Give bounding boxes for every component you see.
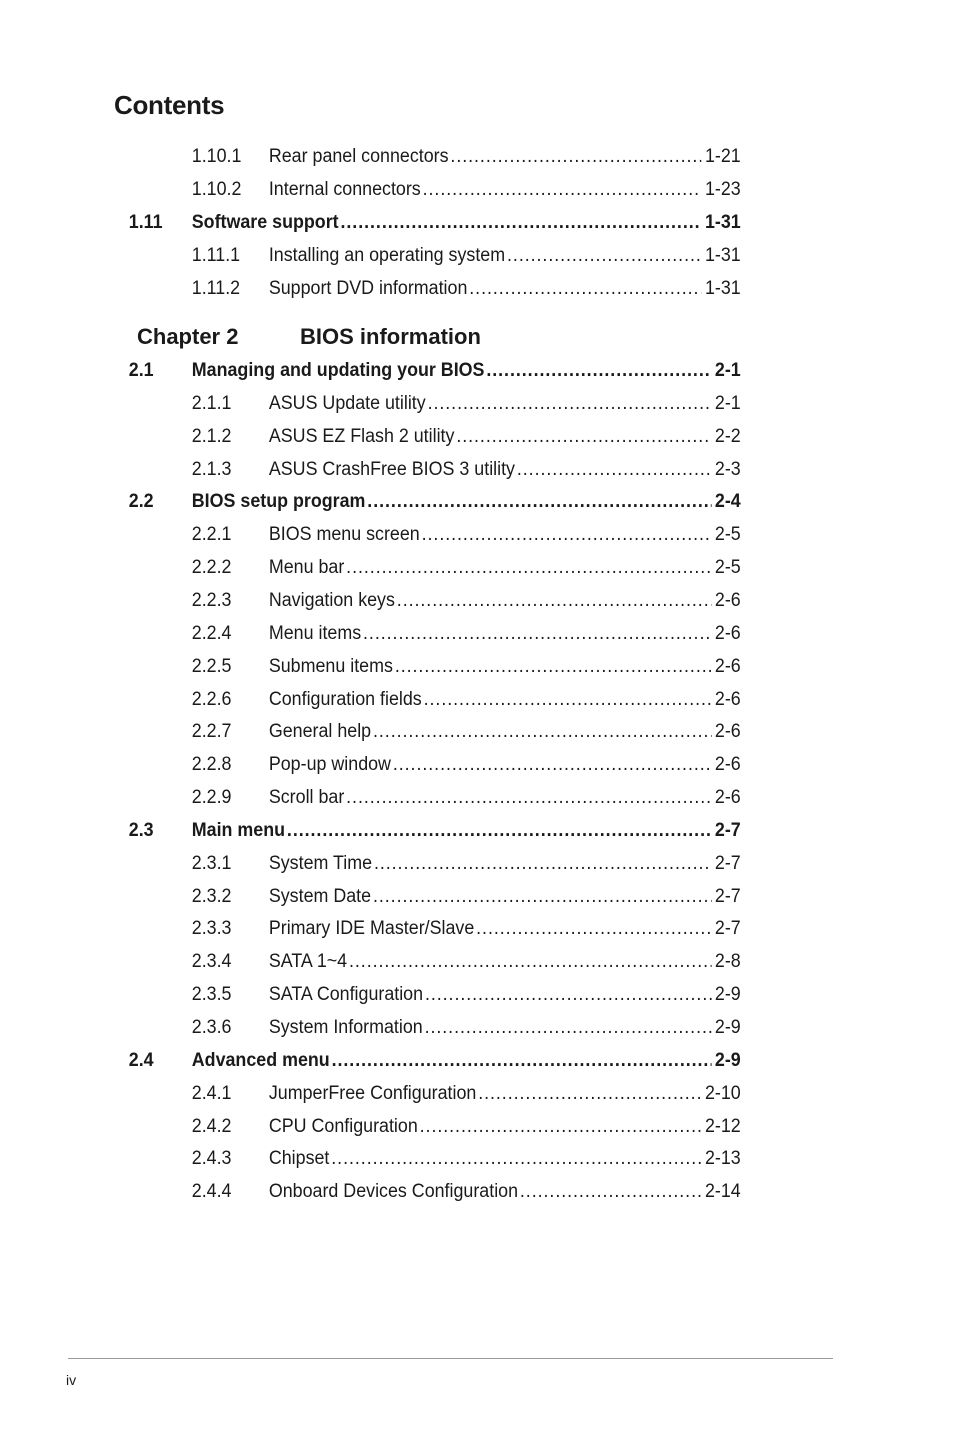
entry-page-number: 2-10 <box>704 1082 741 1104</box>
entry-title: System Information <box>268 1017 423 1038</box>
entry-page-number: 2-6 <box>714 622 741 644</box>
entry-title: Menu bar <box>268 557 345 579</box>
toc-subsection-entry[interactable] <box>0 687 897 713</box>
entry-title: System Date <box>268 885 372 907</box>
entry-number: 2.2.4 <box>191 622 232 644</box>
entry-number: 2.3.6 <box>191 1017 232 1038</box>
entry-leader-line <box>269 522 741 548</box>
entry-leader-line <box>269 1081 741 1107</box>
entry-number: 2.1.1 <box>191 392 232 414</box>
toc-subsection-entry[interactable] <box>0 457 897 483</box>
entry-leader-line <box>269 555 741 581</box>
entry-leader-line <box>269 785 741 811</box>
toc-subsection-entry[interactable] <box>0 1146 897 1172</box>
toc-subsection-entry[interactable] <box>0 177 897 203</box>
entry-page-number: 2-5 <box>714 524 741 546</box>
toc-subsection-entry[interactable] <box>0 1015 897 1041</box>
dot-leader <box>346 785 711 811</box>
dot-leader <box>363 621 711 647</box>
entry-leader-line <box>269 1114 741 1140</box>
entry-page-number: 2-9 <box>714 1017 741 1038</box>
entry-number: 1.11.2 <box>191 278 241 299</box>
entry-leader-line <box>269 654 741 680</box>
toc-subsection-entry[interactable] <box>0 654 897 680</box>
toc-section-entry[interactable] <box>0 210 897 236</box>
entry-page-number: 1-21 <box>704 146 741 167</box>
toc-subsection-entry[interactable] <box>0 851 897 877</box>
entry-page-number: 2-6 <box>714 589 741 611</box>
entry-number: 2.3 <box>128 819 154 841</box>
entry-page-number: 1-31 <box>704 278 741 299</box>
entry-number: 2.2 <box>128 491 154 513</box>
toc-subsection-entry[interactable] <box>0 424 897 450</box>
entry-page-number: 1-31 <box>704 212 741 233</box>
entry-title: Pop-up window <box>268 754 391 776</box>
dot-leader <box>424 687 712 713</box>
entry-page-number: 2-3 <box>714 458 741 480</box>
entry-title: ASUS Update utility <box>268 392 426 414</box>
entry-leader-line <box>269 144 741 170</box>
entry-title: General help <box>268 721 372 743</box>
toc-subsection-entry[interactable] <box>0 719 897 745</box>
entry-number: 1.11.1 <box>191 245 241 266</box>
entry-leader-line <box>269 243 741 269</box>
entry-leader-line <box>269 588 741 614</box>
dot-leader <box>341 210 702 236</box>
entry-page-number: 2-12 <box>704 1115 741 1137</box>
toc-subsection-entry[interactable] <box>0 243 897 269</box>
entry-leader-line <box>269 391 741 417</box>
entry-leader-line <box>269 1146 741 1172</box>
entry-title: Configuration fields <box>268 688 422 710</box>
entry-title: BIOS setup program <box>191 491 366 513</box>
dot-leader <box>507 243 701 269</box>
entry-page-number: 2-2 <box>714 425 741 447</box>
chapter-label: Chapter 2 <box>137 324 239 349</box>
entry-title: Advanced menu <box>191 1049 330 1071</box>
entry-leader-line <box>192 358 741 384</box>
dot-leader <box>486 358 711 384</box>
dot-leader <box>374 851 711 877</box>
entry-title: Main menu <box>191 819 286 841</box>
toc-subsection-entry[interactable] <box>0 1081 897 1107</box>
toc-subsection-entry[interactable] <box>0 391 897 417</box>
entry-number: 1.10.1 <box>191 146 242 167</box>
entry-leader-line <box>269 1179 741 1205</box>
dot-leader <box>287 818 711 844</box>
footer-page-number: iv <box>66 1372 77 1388</box>
dot-leader <box>420 1114 702 1140</box>
dot-leader <box>422 522 712 548</box>
entry-page-number: 2-9 <box>714 1049 741 1071</box>
entry-page-number: 2-13 <box>704 1148 741 1170</box>
toc-subsection-entry[interactable] <box>0 884 897 910</box>
toc-subsection-entry[interactable] <box>0 916 897 942</box>
toc-subsection-entry[interactable] <box>0 1179 897 1205</box>
entry-number: 2.2.7 <box>191 721 232 743</box>
page-title: Contents <box>114 90 225 120</box>
entry-leader-line <box>269 687 741 713</box>
entry-leader-line <box>269 719 741 745</box>
toc-subsection-entry[interactable] <box>0 949 897 975</box>
dot-leader <box>395 654 711 680</box>
entry-leader-line <box>269 752 741 778</box>
entry-page-number: 2-7 <box>714 819 741 841</box>
toc-subsection-entry[interactable] <box>0 276 897 302</box>
toc-subsection-entry[interactable] <box>0 621 897 647</box>
entry-page-number: 2-14 <box>704 1181 741 1203</box>
dot-leader <box>517 457 711 483</box>
entry-title: Internal connectors <box>268 179 421 200</box>
dot-leader <box>456 424 711 450</box>
entry-leader-line <box>269 1015 741 1041</box>
entry-number: 2.4.4 <box>191 1181 232 1203</box>
entry-number: 2.3.1 <box>191 852 232 874</box>
entry-leader-line <box>269 276 741 302</box>
entry-page-number: 2-6 <box>714 787 741 809</box>
entry-number: 2.2.8 <box>191 754 232 776</box>
entry-title: Managing and updating your BIOS <box>191 360 485 381</box>
dot-leader <box>367 489 711 515</box>
entry-page-number: 2-9 <box>714 984 741 1006</box>
entry-title: ASUS CrashFree BIOS 3 utility <box>268 458 516 480</box>
entry-leader-line <box>269 177 741 203</box>
entry-leader-line <box>269 949 741 975</box>
entry-title: Navigation keys <box>268 589 395 611</box>
toc-section-entry[interactable] <box>0 818 897 844</box>
entry-title: CPU Configuration <box>268 1115 418 1137</box>
toc-subsection-entry[interactable] <box>0 588 897 614</box>
entry-number: 2.1.3 <box>191 458 232 480</box>
entry-number: 2.3.2 <box>191 885 232 907</box>
entry-title: System Time <box>268 852 373 874</box>
dot-leader <box>450 144 701 170</box>
dot-leader <box>373 884 711 910</box>
dot-leader <box>331 1146 701 1172</box>
entry-leader-line <box>192 1048 741 1074</box>
dot-leader <box>346 555 711 581</box>
toc-section-entry[interactable] <box>0 489 897 515</box>
entry-number: 2.2.3 <box>191 589 232 611</box>
entry-number: 2.2.1 <box>191 524 232 546</box>
entry-leader-line <box>269 884 741 910</box>
entry-title: JumperFree Configuration <box>268 1082 477 1104</box>
entry-number: 2.1.2 <box>191 425 232 447</box>
entry-title: Installing an operating system <box>268 245 506 266</box>
dot-leader <box>349 949 711 975</box>
entry-number: 2.2.9 <box>191 787 232 809</box>
entry-title: SATA 1~4 <box>268 951 348 973</box>
entry-number: 1.11 <box>128 212 163 233</box>
entry-number: 2.4.1 <box>191 1082 232 1104</box>
entry-title: Submenu items <box>268 655 393 677</box>
entry-page-number: 2-6 <box>714 655 741 677</box>
toc-subsection-entry[interactable] <box>0 1114 897 1140</box>
toc-section-entry[interactable] <box>0 358 897 384</box>
toc-subsection-entry[interactable] <box>0 982 897 1008</box>
toc-subsection-entry[interactable] <box>0 752 897 778</box>
entry-title: Primary IDE Master/Slave <box>268 918 475 940</box>
entry-number: 2.4.2 <box>191 1115 232 1137</box>
entry-leader-line <box>269 424 741 450</box>
entry-title: Support DVD information <box>268 278 468 299</box>
entry-title: Menu items <box>268 622 362 644</box>
entry-title: Rear panel connectors <box>268 146 449 167</box>
entry-leader-line <box>269 916 741 942</box>
toc-subsection-entry[interactable] <box>0 785 897 811</box>
entry-title: ASUS EZ Flash 2 utility <box>268 425 455 447</box>
dot-leader <box>332 1048 712 1074</box>
entry-number: 2.3.5 <box>191 984 232 1006</box>
dot-leader <box>425 1015 712 1041</box>
entry-leader-line <box>269 457 741 483</box>
entry-leader-line <box>192 818 741 844</box>
toc-subsection-entry[interactable] <box>0 522 897 548</box>
toc-subsection-entry[interactable] <box>0 144 897 170</box>
entry-page-number: 2-6 <box>714 754 741 776</box>
entry-number: 2.4.3 <box>191 1148 232 1170</box>
entry-leader-line <box>192 489 741 515</box>
entry-title: SATA Configuration <box>268 984 424 1006</box>
entry-number: 2.3.4 <box>191 951 232 973</box>
entry-number: 1.10.2 <box>191 179 242 200</box>
entry-leader-line <box>269 851 741 877</box>
entry-leader-line <box>192 210 741 236</box>
entry-number: 2.2.2 <box>191 557 232 579</box>
entry-number: 2.2.6 <box>191 688 232 710</box>
toc-section-entry[interactable] <box>0 1048 897 1074</box>
entry-leader-line <box>269 982 741 1008</box>
entry-title: BIOS menu screen <box>268 524 420 546</box>
entry-title: Scroll bar <box>268 787 345 809</box>
entry-number: 2.2.5 <box>191 655 232 677</box>
entry-leader-line <box>269 621 741 647</box>
dot-leader <box>373 719 711 745</box>
dot-leader <box>469 276 701 302</box>
dot-leader <box>423 177 702 203</box>
entry-page-number: 2-6 <box>714 688 741 710</box>
entry-page-number: 1-23 <box>704 179 741 200</box>
footer-divider <box>68 1358 833 1359</box>
dot-leader <box>476 916 711 942</box>
dot-leader <box>397 588 711 614</box>
entry-number: 2.1 <box>128 360 154 381</box>
chapter-title: BIOS information <box>300 324 481 349</box>
dot-leader <box>425 982 711 1008</box>
entry-title: Onboard Devices Configuration <box>268 1181 519 1203</box>
entry-number: 2.3.3 <box>191 918 232 940</box>
entry-page-number: 2-7 <box>714 885 741 907</box>
dot-leader <box>393 752 711 778</box>
entry-page-number: 2-8 <box>714 951 741 973</box>
entry-title: Chipset <box>268 1148 330 1170</box>
entry-page-number: 2-7 <box>714 918 741 940</box>
entry-number: 2.4 <box>128 1049 154 1071</box>
dot-leader <box>520 1179 701 1205</box>
dot-leader <box>428 391 712 417</box>
entry-title: Software support <box>191 212 339 233</box>
entry-page-number: 2-6 <box>714 721 741 743</box>
toc-subsection-entry[interactable] <box>0 555 897 581</box>
entry-page-number: 1-31 <box>704 245 741 266</box>
entry-page-number: 2-1 <box>714 360 741 381</box>
dot-leader <box>478 1081 701 1107</box>
entry-page-number: 2-7 <box>714 852 741 874</box>
entry-page-number: 2-1 <box>714 392 741 414</box>
entry-page-number: 2-4 <box>714 491 741 513</box>
entry-page-number: 2-5 <box>714 557 741 579</box>
